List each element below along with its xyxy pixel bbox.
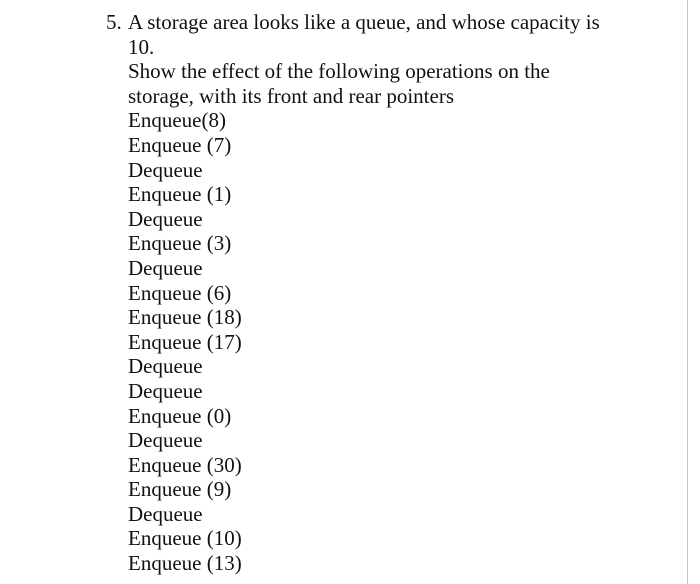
question-intro — [106, 10, 666, 35]
operation-item: Enqueue (17) — [128, 329, 242, 354]
question-body — [106, 35, 666, 109]
operation-item: Enqueue (18) — [128, 305, 242, 330]
operations-list — [106, 108, 666, 575]
operation-item: Enqueue (1) — [128, 182, 232, 207]
page-edge-divider — [687, 0, 688, 584]
operation-item: Enqueue (9) — [128, 477, 232, 502]
operation-item: Enqueue (6) — [128, 280, 232, 305]
operation-item: Dequeue — [128, 378, 203, 403]
operation-item: Dequeue — [128, 354, 203, 379]
question-number: 5. — [106, 10, 122, 34]
question-intro-line-2: 10. — [128, 34, 155, 59]
operation-item: Enqueue (13) — [128, 551, 242, 576]
instruction-line-1: Show the effect of the following operations on the — [128, 59, 550, 84]
operation-item: Enqueue (3) — [128, 231, 232, 256]
question-5 — [106, 10, 666, 576]
operation-item: Dequeue — [128, 501, 203, 526]
operation-item: Dequeue — [128, 428, 203, 453]
operation-item: Enqueue (10) — [128, 526, 242, 551]
operation-item: Enqueue(8) — [128, 108, 226, 133]
operation-item: Dequeue — [128, 206, 203, 231]
instruction-line-2: storage, with its front and rear pointers — [128, 83, 454, 108]
operation-item: Dequeue — [128, 255, 203, 280]
operation-item: Enqueue (0) — [128, 403, 232, 428]
operation-item: Enqueue (30) — [128, 452, 242, 477]
operation-item: Enqueue (7) — [128, 132, 232, 157]
question-intro-line-1: A storage area looks like a queue, and whose capacity is — [128, 10, 600, 34]
operation-item: Dequeue — [128, 157, 203, 182]
